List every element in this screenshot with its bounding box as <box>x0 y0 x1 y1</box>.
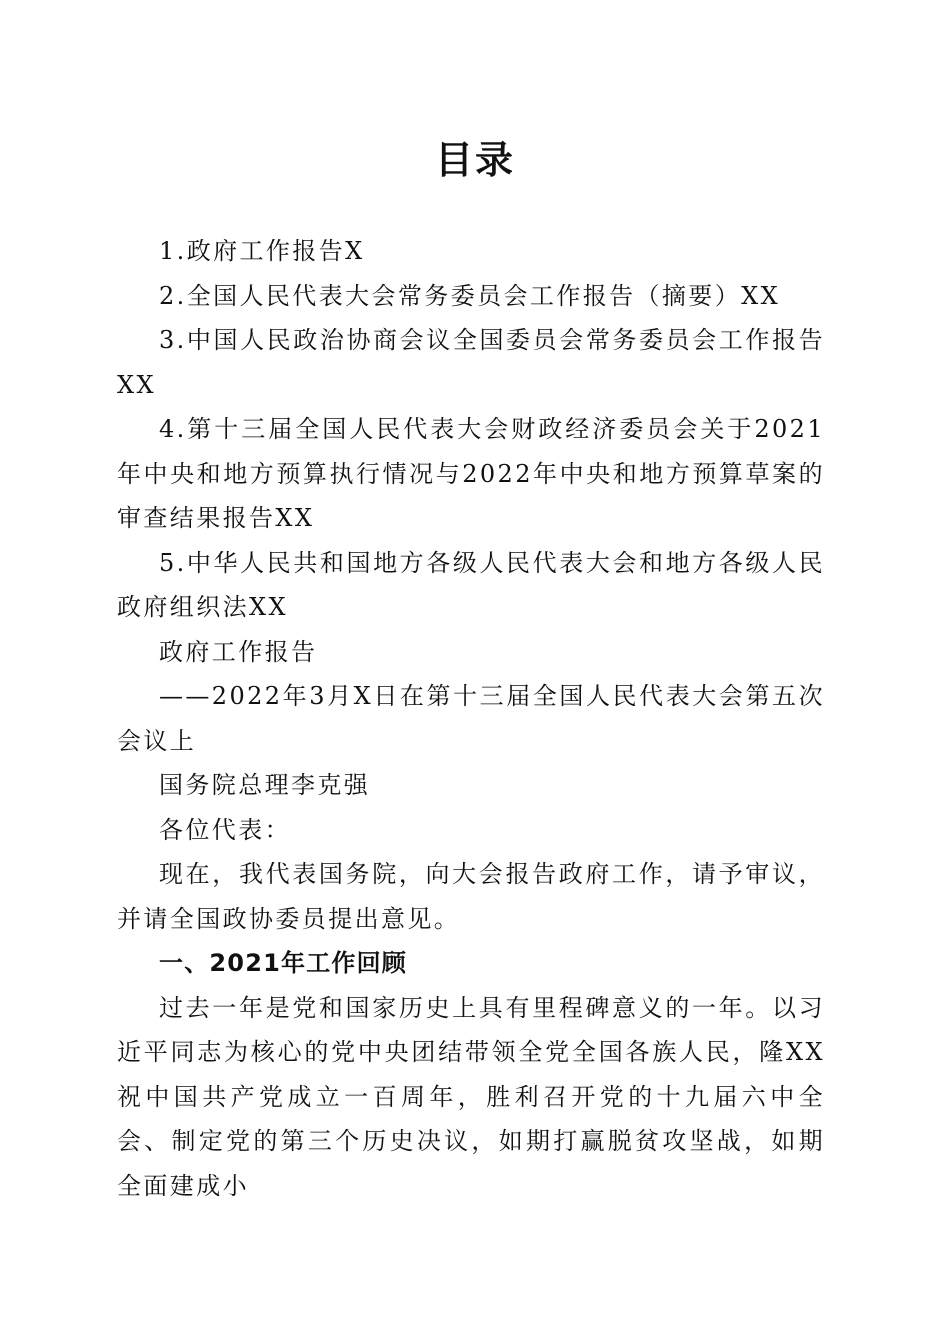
toc-item-2: 2.全国人民代表大会常务委员会工作报告（摘要）XX <box>159 281 781 310</box>
toc-item-4: 4.第十三届全国人民代表大会财政经济委员会关于2021年中央和地方预算执行情况与2022年中央和地方预算草案的审查结果报告XX <box>117 415 825 532</box>
toc-item-5: 5.中华人民共和国地方各级人民代表大会和地方各级人民政府组织法XX <box>117 548 825 621</box>
section-paragraph: 过去一年是党和国家历史上具有里程碑意义的一年。以习近平同志为核心的党中央团结带领全党全国各族人民，隆XX祝中国共产党成立一百周年，胜利召开党的十九届六中全会、制定党的第三个历史决议，如期打赢脱贫攻坚战，如期全面建成小 <box>117 993 825 1200</box>
section-heading: 一、2021年工作回顾 <box>159 949 407 977</box>
speaker-line: 国务院总理李克强 <box>159 771 371 799</box>
page-title: 目录 <box>434 138 515 182</box>
report-title: 政府工作报告 <box>159 637 318 666</box>
salutation: 各位代表： <box>159 815 291 844</box>
toc-item-3: 3.中国人民政治协商会议全国委员会常务委员会工作报告XX <box>117 326 825 399</box>
toc-item-1: 1.政府工作报告X <box>159 237 365 265</box>
report-subtitle: ——2022年3月X日在第十三届全国人民代表大会第五次会议上 <box>117 682 825 755</box>
intro-paragraph: 现在，我代表国务院，向大会报告政府工作，请予审议，并请全国政协委员提出意见。 <box>117 860 825 933</box>
document-body <box>117 229 825 1208</box>
